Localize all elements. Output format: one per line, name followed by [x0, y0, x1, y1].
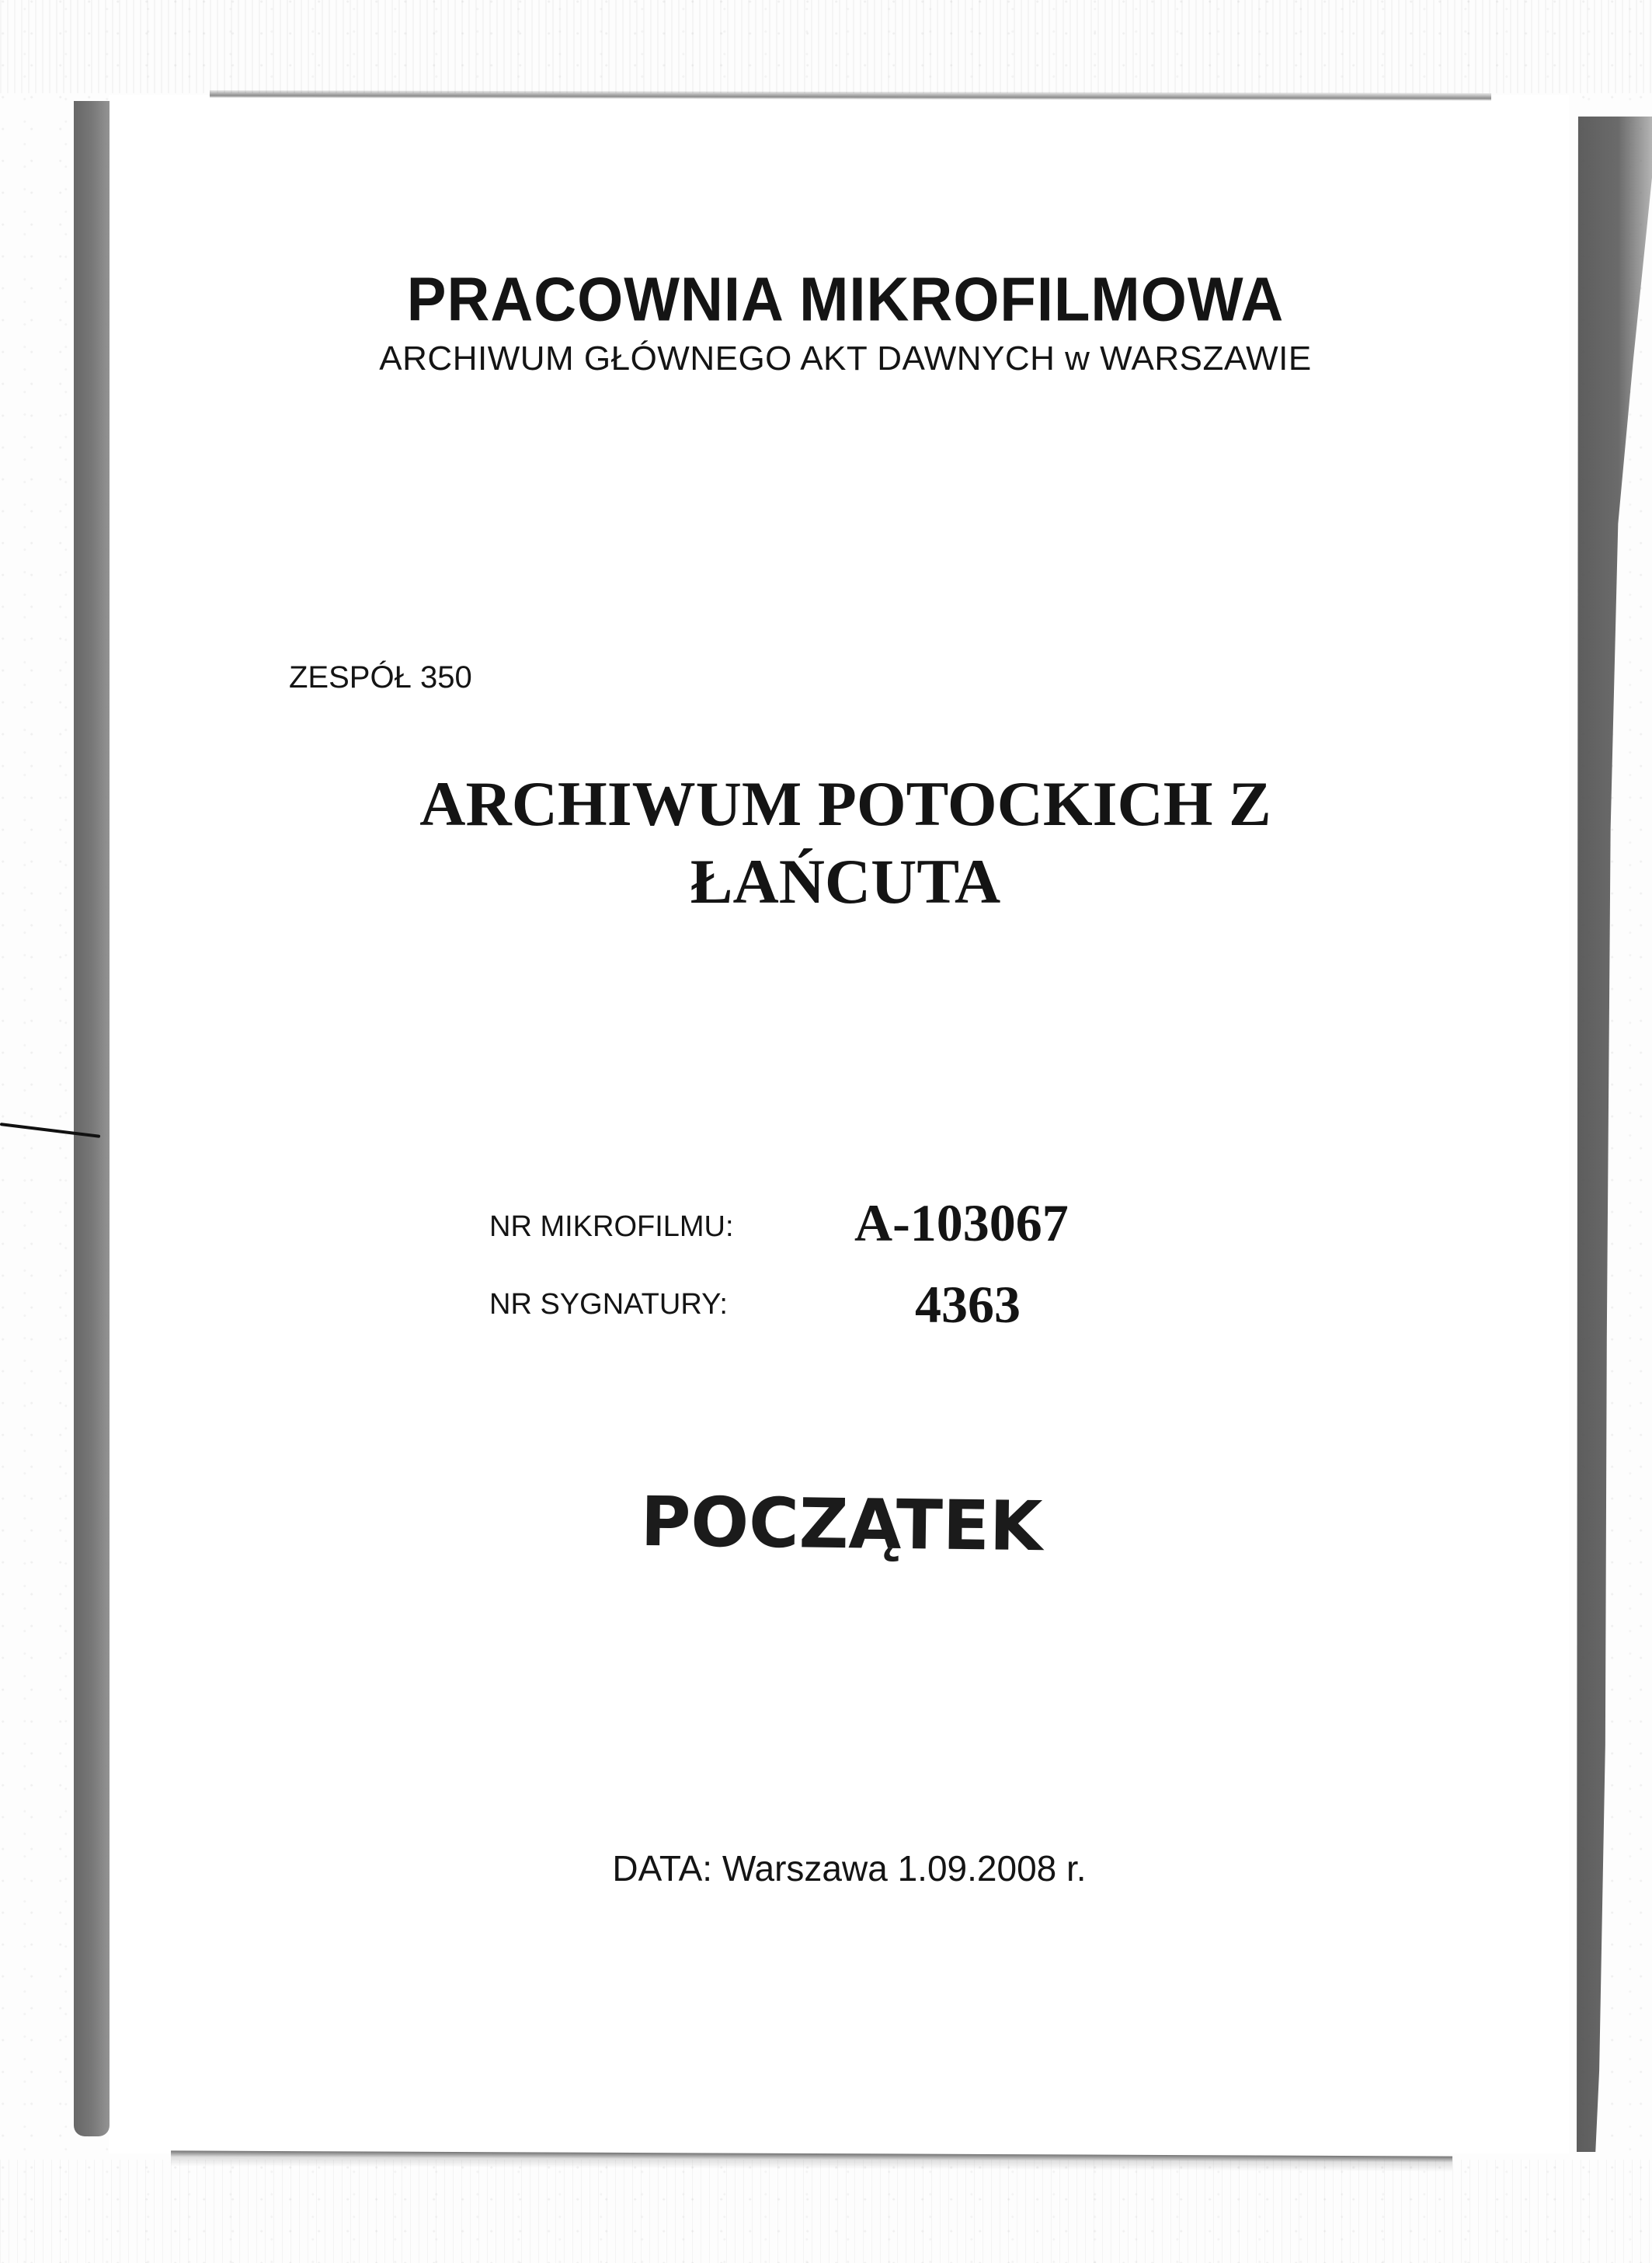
fond-number: ZESPÓŁ 350 [289, 660, 472, 695]
microfilm-number-label: NR MIKROFILMU: [489, 1210, 734, 1243]
scan-noise-top [0, 0, 1652, 93]
collection-title-line-1: ARCHIWUM POTOCKICH Z [419, 768, 1271, 839]
collection-title [19, 765, 1652, 921]
date-line: DATA: Warszawa 1.09.2008 r. [612, 1848, 1087, 1889]
collection-title-line-2: ŁAŃCUTA [690, 846, 1001, 917]
institution-title: PRACOWNIA MIKROFILMOWA [406, 264, 1285, 335]
film-border-left [74, 101, 110, 2136]
signature-number-label: NR SYGNATURY: [489, 1288, 728, 1321]
document-sheet [109, 95, 1569, 2153]
scan-noise-bottom [0, 2160, 1652, 2263]
institution-subtitle: ARCHIWUM GŁÓWNEGO AKT DAWNYCH w WARSZAWIE [379, 339, 1312, 378]
signature-number-value: 4363 [915, 1275, 1021, 1334]
status-heading: POCZĄTEK [640, 1481, 1043, 1567]
microfilm-number-value: A-103067 [854, 1193, 1069, 1252]
